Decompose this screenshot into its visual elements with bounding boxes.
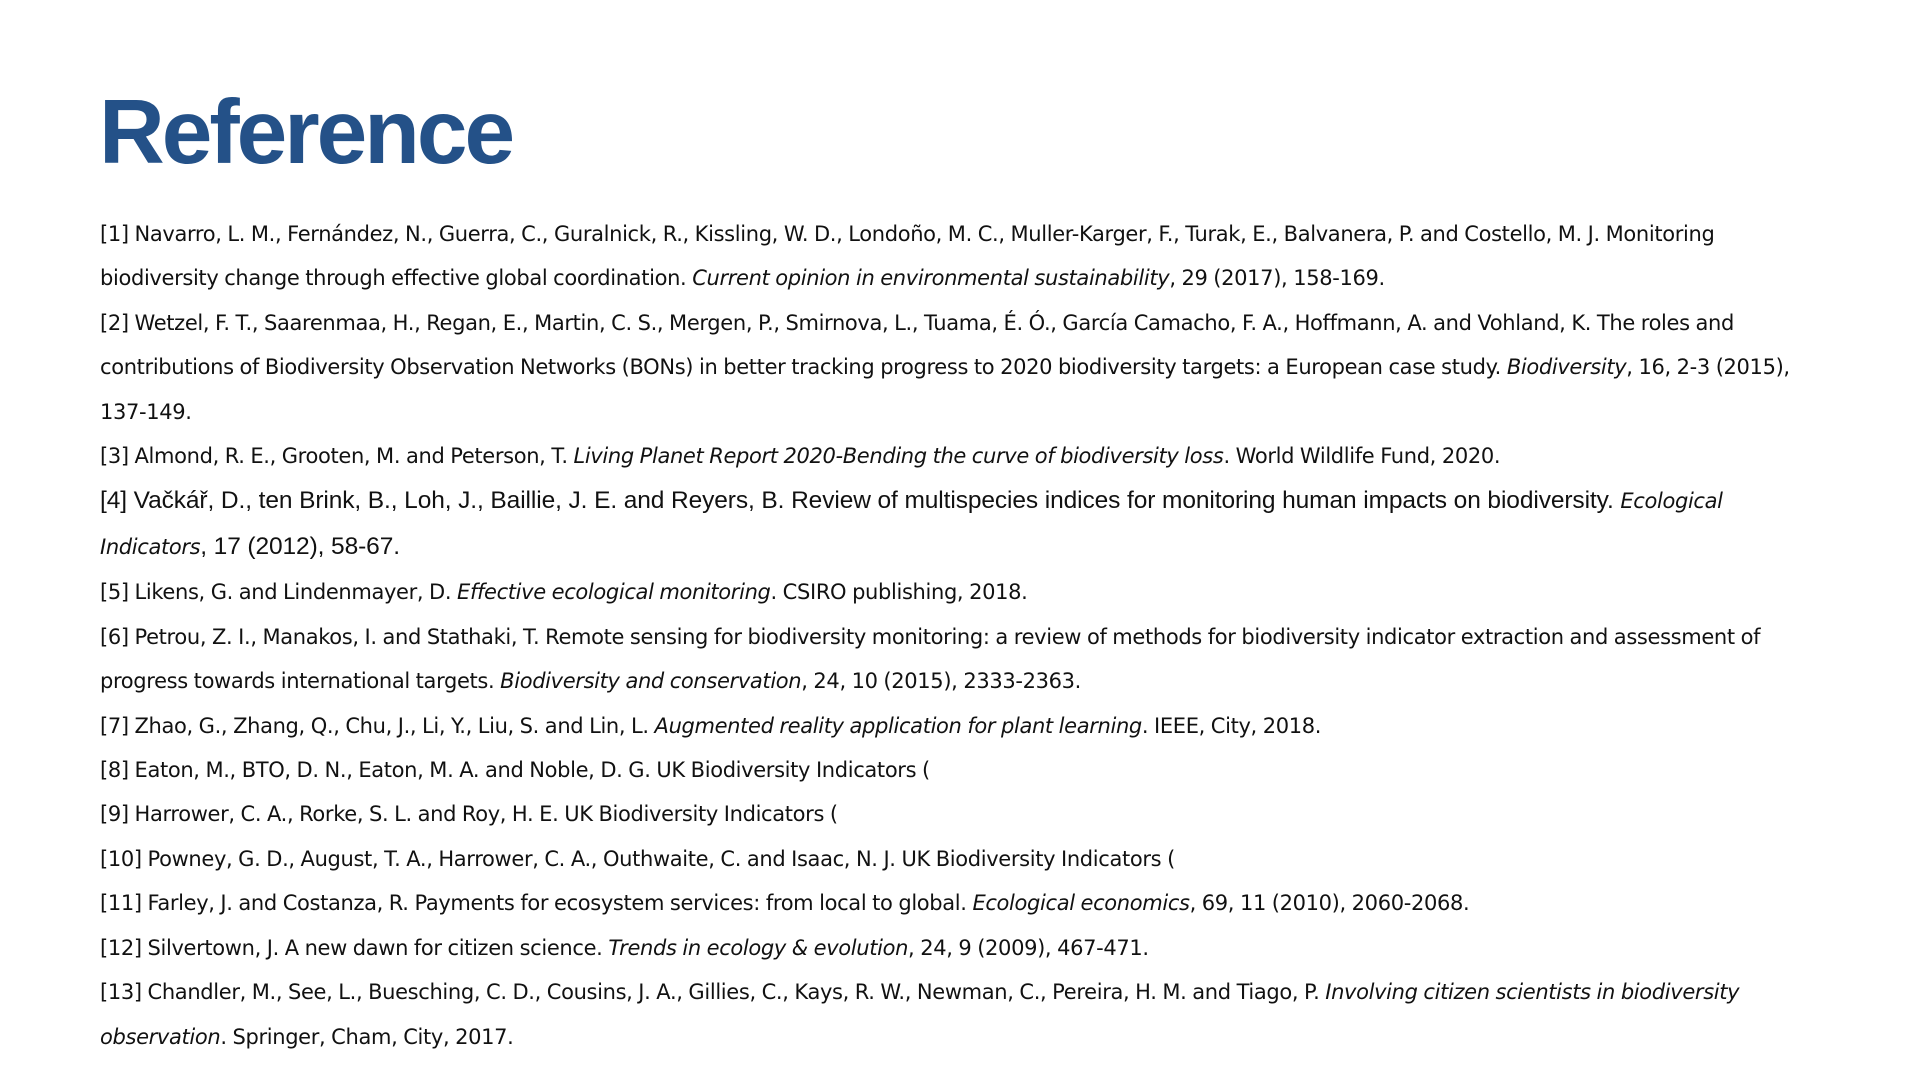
reference-item-6 xyxy=(100,615,1820,704)
reference-item-10 xyxy=(100,837,1820,881)
reference-item-11 xyxy=(100,881,1820,925)
reference-details: , 17 (2012), 58-67. xyxy=(200,533,400,561)
reference-details: , 24, 9 (2009), 467-471. xyxy=(908,935,1149,960)
reference-item-9 xyxy=(100,792,1820,836)
reference-details: , 69, 11 (2010), 2060-2068. xyxy=(1189,891,1470,916)
reference-text: [9] Harrower, C. A., Rorke, S. L. and Roy, H. E. UK Biodiversity Indicators ( xyxy=(100,802,838,827)
reference-details: . CSIRO publishing, 2018. xyxy=(770,580,1028,605)
reference-source: Biodiversity xyxy=(1506,355,1627,380)
reference-details: . Springer, Cham, City, 2017. xyxy=(220,1024,514,1049)
reference-text: [8] Eaton, M., BTO, D. N., Eaton, M. A. and Noble, D. G. UK Biodiversity Indicators ( xyxy=(100,758,930,783)
reference-source: Biodiversity and conservation xyxy=(500,669,802,694)
reference-text: [5] Likens, G. and Lindenmayer, D. xyxy=(100,580,458,605)
reference-source: Current opinion in environmental sustainability xyxy=(692,266,1170,291)
reference-source: Ecological economics xyxy=(972,891,1190,916)
reference-details: , 16, 2-3 (2015), 137-149. xyxy=(100,355,1790,424)
reference-text: [11] Farley, J. and Costanza, R. Payments for ecosystem services: from local to global. xyxy=(100,891,973,916)
reference-item-12 xyxy=(100,926,1820,970)
reference-text: [7] Zhao, G., Zhang, Q., Chu, J., Li, Y., Liu, S. and Lin, L. xyxy=(100,713,655,738)
reference-item-8 xyxy=(100,748,1820,792)
reference-source: Effective ecological monitoring xyxy=(457,580,771,605)
reference-source: Augmented reality application for plant learning xyxy=(654,713,1142,738)
reference-text: [1] Navarro, L. M., Fernández, N., Guerra, C., Guralnick, R., Kissling, W. D., Londoño, M. C., Muller-Karger, F., Turak, E., Balvanera, P. and Costello, M. J. Monitoring biodiversity change through effective global coordination. xyxy=(100,222,1715,291)
reference-item-4 xyxy=(100,478,1820,570)
reference-text: [10] Powney, G. D., August, T. A., Harrower, C. A., Outhwaite, C. and Isaac, N. J. UK Biodiversity Indicators ( xyxy=(100,846,1175,871)
reference-details: . World Wildlife Fund, 2020. xyxy=(1223,444,1501,469)
page-title: Reference xyxy=(99,82,513,183)
reference-text: [3] Almond, R. E., Grooten, M. and Peterson, T. xyxy=(100,444,574,469)
reference-text: [2] Wetzel, F. T., Saarenmaa, H., Regan, E., Martin, C. S., Mergen, P., Smirnova, L., Tuama, É. Ó., García Camacho, F. A., Hoffmann, A. and Vohland, K. The roles and contributions of Biodiversity Observation Networks (BONs) in better tracking progress to 2020 biodiversity targets: a European case study. xyxy=(100,310,1734,380)
reference-details: . IEEE, City, 2018. xyxy=(1141,713,1322,738)
reference-source: Living Planet Report 2020-Bending the curve of biodiversity loss xyxy=(573,444,1224,469)
reference-item-5 xyxy=(100,570,1820,614)
reference-source: Trends in ecology & evolution xyxy=(608,935,909,960)
reference-item-1 xyxy=(100,212,1820,301)
reference-details: , 24, 10 (2015), 2333-2363. xyxy=(801,669,1081,694)
reference-text: [12] Silvertown, J. A new dawn for citizen science. xyxy=(100,935,609,960)
reference-item-3 xyxy=(100,434,1820,478)
reference-item-13 xyxy=(100,970,1820,1059)
reference-text: [13] Chandler, M., See, L., Buesching, C. D., Cousins, J. A., Gillies, C., Kays, R. W., Newman, C., Pereira, H. M. and Tiago, P. xyxy=(100,980,1326,1005)
reference-details: , 29 (2017), 158-169. xyxy=(1169,266,1385,291)
reference-source: Involving citizen scientists in biodiversity observation xyxy=(100,980,1740,1049)
reference-item-2 xyxy=(100,301,1820,434)
reference-item-7 xyxy=(100,704,1820,748)
reference-list xyxy=(100,212,1820,1059)
reference-text: [6] Petrou, Z. I., Manakos, I. and Stathaki, T. Remote sensing for biodiversity monitoring: a review of methods for biodiversity indicator extraction and assessment of progress towards international targets. xyxy=(100,624,1761,694)
reference-source: Ecological Indicators xyxy=(100,489,1723,560)
reference-text: [4] Vačkář, D., ten Brink, B., Loh, J., Baillie, J. E. and Reyers, B. Review of multispecies indices for monitoring human impacts on biodiversity. xyxy=(100,487,1621,515)
